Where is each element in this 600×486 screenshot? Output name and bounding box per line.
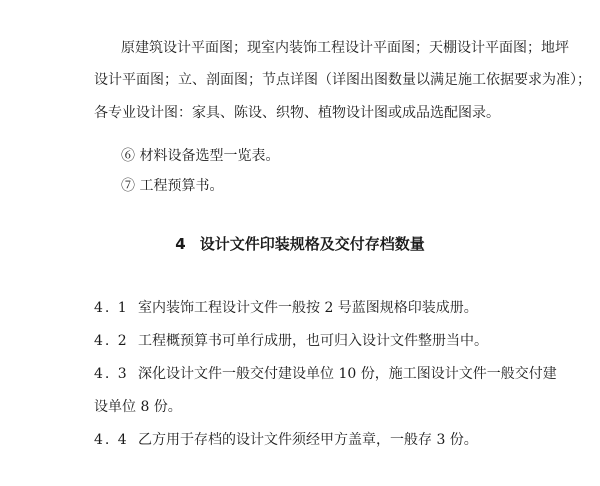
clause-4-4 — [0, 430, 600, 450]
section-heading-number: 4 — [175, 235, 186, 253]
clause-text: 室内装饰工程设计文件一般按 2 号蓝图规格印装成册。 — [138, 300, 478, 316]
clause-4-2 — [0, 331, 600, 351]
clause-number: 4. 1 — [94, 300, 129, 316]
section-heading — [0, 233, 600, 255]
clause-4-3 — [0, 364, 600, 384]
paragraph-line-1: 原建筑设计平面图；现室内装饰工程设计平面图；天棚设计平面图；地坪 — [121, 40, 569, 56]
list-item-budget: ⑦ 工程预算书。 — [121, 178, 224, 194]
section-heading-title: 设计文件印装规格及交付存档数量 — [199, 235, 425, 253]
clause-number: 4. 4 — [94, 432, 129, 448]
clause-text: 乙方用于存档的设计文件须经甲方盖章，一般存 3 份。 — [138, 432, 478, 448]
clause-number: 4. 3 — [94, 366, 129, 382]
paragraph-line-2: 设计平面图；立、剖面图；节点详图（详图出图数量以满足施工依据要求为准）； — [94, 72, 591, 88]
clause-number: 4. 2 — [94, 333, 129, 349]
clause-text: 工程概预算书可单行成册，也可归入设计文件整册当中。 — [138, 333, 488, 349]
paragraph-line-3: 各专业设计图：家具、陈设、织物、植物设计图或成品选配图录。 — [94, 105, 500, 121]
clause-4-3-continuation: 设单位 8 份。 — [94, 399, 182, 415]
clause-text: 深化设计文件一般交付建设单位 10 份，施工图设计文件一般交付建 — [138, 366, 557, 382]
list-item-materials: ⑥ 材料设备选型一览表。 — [121, 148, 280, 164]
clause-4-1 — [0, 298, 600, 318]
